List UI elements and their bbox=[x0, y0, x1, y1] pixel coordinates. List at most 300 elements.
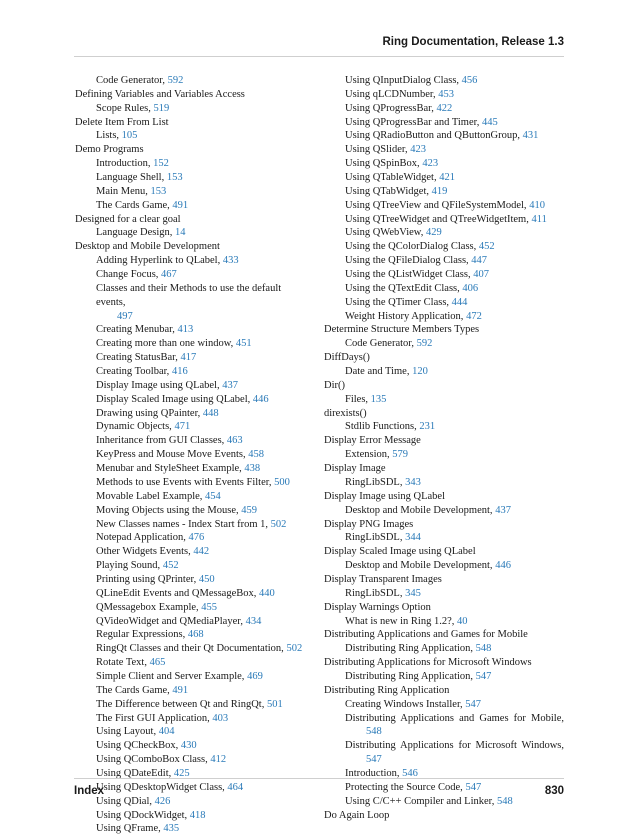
index-subentry bbox=[75, 323, 313, 337]
index-entry-text: Dynamic Objects, bbox=[96, 421, 175, 433]
index-entry-text: Defining Variables and Variables Access bbox=[75, 88, 245, 100]
index-entry-text: QVideoWidget and QMediaPlayer, bbox=[96, 615, 246, 627]
index-entry-text: Distributing Ring Application bbox=[324, 684, 450, 696]
index-entry-text: Creating Windows Installer, bbox=[345, 698, 466, 710]
index-entry-text: QMessagebox Example, bbox=[96, 601, 202, 613]
index-entry-text: Language Design, bbox=[96, 227, 176, 239]
page-link[interactable]: 440 bbox=[259, 587, 275, 599]
index-subentry bbox=[75, 642, 313, 656]
index-entry-text: Other Widgets Events, bbox=[96, 546, 194, 558]
index-term bbox=[75, 116, 313, 130]
index-entry-text: Change Focus, bbox=[96, 269, 162, 281]
index-term bbox=[75, 213, 313, 227]
index-entry-text: Using the QColorDialog Class, bbox=[345, 241, 479, 253]
page-link[interactable]: 421 bbox=[439, 172, 455, 184]
page-link[interactable]: 547 bbox=[465, 781, 482, 793]
index-subentry bbox=[75, 476, 313, 490]
index-subentry bbox=[75, 407, 313, 421]
index-subentry bbox=[75, 337, 313, 351]
page-link[interactable]: 547 bbox=[465, 698, 482, 710]
page-link[interactable]: 491 bbox=[172, 684, 189, 696]
running-header: Ring Documentation, Release 1.3 bbox=[382, 36, 564, 48]
index-subentry bbox=[324, 559, 564, 573]
index-entry-text: Creating StatusBar, bbox=[96, 352, 181, 364]
page-link[interactable]: 502 bbox=[286, 643, 303, 655]
index-entry-text: Playing Sound, bbox=[96, 560, 163, 572]
index-subentry bbox=[75, 365, 313, 379]
index-entry-text: Inheritance from GUI Classes, bbox=[96, 435, 227, 447]
index-subentry bbox=[324, 296, 564, 310]
index-entry-text: Using QSpinBox, bbox=[345, 158, 423, 170]
index-subentry bbox=[75, 753, 313, 767]
page-link[interactable]: 451 bbox=[235, 338, 252, 350]
page-link[interactable]: 465 bbox=[149, 657, 166, 669]
page-link[interactable]: 454 bbox=[205, 490, 221, 502]
index-entry-text: Using QFrame, bbox=[96, 823, 164, 835]
index-subentry bbox=[324, 642, 564, 656]
index-entry-text: Stdlib Functions, bbox=[345, 421, 420, 433]
index-subentry bbox=[324, 420, 564, 434]
index-subentry bbox=[75, 351, 313, 365]
index-subentry bbox=[75, 531, 313, 545]
index-entry-text: Using QDial, bbox=[96, 795, 155, 807]
index-term bbox=[75, 143, 313, 157]
index-entry-text: Designed for a clear goal bbox=[75, 213, 181, 225]
page-link[interactable]: 476 bbox=[188, 532, 205, 544]
index-entry-text: Using QTreeWidget and QTreeWidgetItem, bbox=[345, 213, 532, 225]
index-subentry bbox=[75, 712, 313, 726]
index-subentry bbox=[324, 753, 564, 767]
page-link[interactable]: 40 bbox=[456, 615, 468, 627]
index-subentry bbox=[324, 129, 564, 143]
index-entry-text: Methods to use Events with Events Filter, bbox=[96, 476, 275, 488]
index-entry-text: QLineEdit Events and QMessageBox, bbox=[96, 587, 260, 599]
index-entry-text: Extension, bbox=[345, 449, 393, 461]
page-link[interactable]: 135 bbox=[370, 393, 387, 405]
index-subentry bbox=[75, 393, 313, 407]
index-subentry bbox=[75, 199, 313, 213]
header-rule bbox=[74, 56, 564, 57]
page-link[interactable]: 418 bbox=[189, 809, 206, 821]
index-entry-text: Printing using QPrinter, bbox=[96, 573, 199, 585]
index-subentry bbox=[324, 670, 564, 684]
index-subentry bbox=[324, 213, 564, 227]
index-entry-text: Using QTreeView and QFileSystemModel, bbox=[345, 199, 530, 211]
index-subentry bbox=[75, 504, 313, 518]
page-link[interactable]: 153 bbox=[150, 185, 167, 197]
index-entry-text: Display Scaled Image using QLabel bbox=[324, 546, 476, 558]
page-link[interactable]: 435 bbox=[163, 823, 180, 835]
page-link[interactable]: 592 bbox=[416, 338, 433, 350]
index-entry-text: The Cards Game, bbox=[96, 199, 173, 211]
index-term bbox=[324, 351, 564, 365]
index-subentry bbox=[324, 102, 564, 116]
index-subentry bbox=[75, 434, 313, 448]
page-link[interactable]: 502 bbox=[270, 518, 287, 530]
page-link[interactable]: 431 bbox=[522, 130, 539, 142]
index-subentry bbox=[75, 725, 313, 739]
page-link[interactable]: 455 bbox=[201, 601, 218, 613]
index-entry-text: Do Again Loop bbox=[324, 809, 390, 821]
index-entry-text: Creating Toolbar, bbox=[96, 366, 172, 378]
page-link[interactable]: 468 bbox=[187, 629, 204, 641]
page-link[interactable]: 437 bbox=[222, 379, 239, 391]
page-link[interactable]: 452 bbox=[478, 241, 495, 253]
index-subentry bbox=[75, 171, 313, 185]
index-subentry bbox=[75, 587, 313, 601]
index-subentry bbox=[324, 504, 564, 518]
index-entry-text: Using Layout, bbox=[96, 726, 159, 738]
index-subentry bbox=[75, 448, 313, 462]
footer-section-label: Index bbox=[74, 785, 105, 797]
index-subentry bbox=[75, 698, 313, 712]
index-entry-text: Adding Hyperlink to QLabel, bbox=[96, 255, 223, 267]
page-link[interactable]: 546 bbox=[402, 767, 418, 779]
index-entry-text: Display Scaled Image using QLabel, bbox=[96, 393, 253, 405]
index-subentry bbox=[75, 282, 313, 310]
index-subentry bbox=[324, 337, 564, 351]
index-subentry bbox=[75, 656, 313, 670]
index-entry-text: Using C/C++ Compiler and Linker, bbox=[345, 795, 497, 807]
index-term bbox=[75, 88, 313, 102]
index-term bbox=[324, 601, 564, 615]
index-subentry bbox=[324, 240, 564, 254]
index-subentry bbox=[75, 670, 313, 684]
index-entry-text: Lists, bbox=[96, 130, 122, 142]
index-entry-text: Using QSlider, bbox=[345, 144, 411, 156]
page-link[interactable]: 423 bbox=[422, 158, 439, 170]
page-link[interactable]: 547 bbox=[475, 670, 492, 682]
index-subentry bbox=[324, 185, 564, 199]
index-subentry bbox=[324, 157, 564, 171]
index-entry-text: RingQt Classes and their Qt Documentation, bbox=[96, 643, 287, 655]
index-subentry bbox=[324, 365, 564, 379]
index-entry-text: Drawing using QPainter, bbox=[96, 407, 203, 419]
page-link[interactable]: 458 bbox=[248, 449, 264, 461]
index-entry-text: The Cards Game, bbox=[96, 684, 173, 696]
index-entry-text: Desktop and Mobile Development, bbox=[345, 504, 496, 516]
page-link[interactable]: 464 bbox=[227, 781, 244, 793]
index-subentry bbox=[324, 615, 564, 629]
index-subentry bbox=[324, 199, 564, 213]
index-entry-text: Scope Rules, bbox=[96, 102, 154, 114]
index-subentry bbox=[324, 739, 564, 753]
index-entry-text: Distributing Ring Application, bbox=[345, 643, 476, 655]
page-link[interactable]: 423 bbox=[410, 144, 426, 156]
index-subentry bbox=[75, 822, 313, 836]
index-subentry bbox=[324, 712, 564, 726]
page-link[interactable]: 548 bbox=[366, 726, 382, 738]
index-entry-text: Demo Programs bbox=[75, 144, 144, 156]
index-subentry bbox=[75, 684, 313, 698]
index-entry-text: Distributing Applications and Games for Mobile, bbox=[345, 712, 564, 724]
index-subentry bbox=[324, 171, 564, 185]
index-entry-text: Delete Item From List bbox=[75, 116, 169, 128]
index-term bbox=[324, 407, 564, 421]
index-entry-text: Using QInputDialog Class, bbox=[345, 75, 462, 86]
index-entry-text: Using qLCDNumber, bbox=[345, 88, 439, 100]
index-subentry bbox=[324, 268, 564, 282]
index-subentry bbox=[75, 781, 313, 795]
page-link[interactable]: 463 bbox=[226, 435, 243, 447]
index-entry-text: Using QDateEdit, bbox=[96, 767, 174, 779]
page-link[interactable]: 403 bbox=[212, 712, 229, 724]
page-link[interactable]: 412 bbox=[210, 754, 227, 766]
index-subentry bbox=[75, 310, 313, 324]
page-link[interactable]: 437 bbox=[495, 504, 511, 516]
index-subentry bbox=[324, 781, 564, 795]
page-link[interactable]: 469 bbox=[247, 670, 263, 682]
index-entry-text: What is new in Ring 1.2?, bbox=[345, 615, 457, 627]
page-link[interactable]: 434 bbox=[245, 615, 262, 627]
page-link[interactable]: 433 bbox=[222, 255, 239, 267]
page-link[interactable]: 105 bbox=[121, 130, 138, 142]
index-subentry bbox=[324, 226, 564, 240]
index-subentry bbox=[75, 420, 313, 434]
index-entry-text: Display Image using QLabel, bbox=[96, 379, 223, 391]
page-link[interactable]: 425 bbox=[173, 767, 190, 779]
index-term bbox=[324, 684, 564, 698]
page-link[interactable]: 579 bbox=[392, 449, 408, 461]
page-link[interactable]: 467 bbox=[161, 269, 177, 281]
index-entry-text: Using QDockWidget, bbox=[96, 809, 190, 821]
index-subentry bbox=[75, 490, 313, 504]
page-link[interactable]: 453 bbox=[438, 88, 454, 100]
index-entry-text: Using QComboBox Class, bbox=[96, 754, 211, 766]
index-term bbox=[324, 323, 564, 337]
page-link[interactable]: 500 bbox=[274, 476, 290, 488]
index-entry-text: Display Image bbox=[324, 463, 386, 475]
index-subentry bbox=[75, 809, 313, 823]
index-term bbox=[324, 490, 564, 504]
index-subentry bbox=[324, 143, 564, 157]
page-link[interactable]: 446 bbox=[495, 560, 511, 572]
index-entry-text: DiffDays() bbox=[324, 352, 370, 364]
footer-page-number: 830 bbox=[544, 785, 564, 797]
index-subentry bbox=[75, 268, 313, 282]
page-link[interactable]: 452 bbox=[162, 560, 179, 572]
index-term bbox=[324, 628, 564, 642]
index-subentry bbox=[75, 559, 313, 573]
page-link[interactable]: 343 bbox=[405, 476, 421, 488]
index-entry-text: Moving Objects using the Mouse, bbox=[96, 504, 242, 516]
index-subentry bbox=[324, 448, 564, 462]
index-column-left bbox=[75, 74, 313, 836]
index-subentry bbox=[324, 795, 564, 809]
index-term bbox=[324, 462, 564, 476]
page-link[interactable]: 491 bbox=[172, 199, 189, 211]
index-term bbox=[324, 656, 564, 670]
index-entry-text: Creating more than one window, bbox=[96, 338, 236, 350]
index-entry-text: Desktop and Mobile Development bbox=[75, 241, 220, 253]
index-entry-text: The First GUI Application, bbox=[96, 712, 213, 724]
index-subentry bbox=[75, 545, 313, 559]
index-column-right bbox=[324, 74, 564, 822]
index-entry-text: Protecting the Source Code, bbox=[345, 781, 466, 793]
index-entry-text: Display PNG Images bbox=[324, 518, 414, 530]
page-link[interactable]: 426 bbox=[154, 795, 171, 807]
index-subentry bbox=[75, 615, 313, 629]
index-term bbox=[324, 518, 564, 532]
index-entry-text: Language Shell, bbox=[96, 172, 167, 184]
index-entry-text: The Difference between Qt and RingQt, bbox=[96, 698, 267, 710]
index-entry-text: Distributing Applications and Games for Mobile bbox=[324, 629, 528, 641]
index-subentry bbox=[324, 531, 564, 545]
index-term bbox=[324, 434, 564, 448]
index-entry-text: Date and Time, bbox=[345, 366, 413, 378]
page-link[interactable]: 519 bbox=[153, 102, 170, 114]
page-link[interactable]: 120 bbox=[412, 366, 428, 378]
page-link[interactable]: 404 bbox=[158, 726, 175, 738]
index-entry-text: Code Generator, bbox=[345, 338, 417, 350]
page-link[interactable]: 497 bbox=[117, 310, 133, 322]
page-link[interactable]: 152 bbox=[153, 158, 169, 170]
index-subentry bbox=[324, 698, 564, 712]
page-link[interactable]: 419 bbox=[431, 185, 448, 197]
index-subentry bbox=[324, 587, 564, 601]
index-entry-text: Menubar and StyleSheet Example, bbox=[96, 463, 245, 475]
index-subentry bbox=[75, 129, 313, 143]
footer-rule bbox=[74, 778, 564, 779]
page-link[interactable]: 345 bbox=[405, 587, 421, 599]
index-subentry bbox=[324, 476, 564, 490]
index-entry-text: Distributing Applications for Microsoft Windows, bbox=[345, 740, 564, 752]
index-term bbox=[324, 809, 564, 823]
page-link[interactable]: 14 bbox=[175, 227, 186, 239]
page-link[interactable]: 413 bbox=[177, 324, 194, 336]
index-entry-text: Code Generator, bbox=[96, 75, 168, 86]
index-subentry bbox=[324, 725, 564, 739]
index-entry-text: Using the QListWidget Class, bbox=[345, 269, 474, 281]
index-term bbox=[324, 545, 564, 559]
page-link[interactable]: 430 bbox=[180, 740, 197, 752]
index-entry-text: Introduction, bbox=[96, 158, 154, 170]
page-link[interactable]: 445 bbox=[481, 116, 498, 128]
page-link[interactable]: 548 bbox=[497, 795, 513, 807]
page-link[interactable]: 417 bbox=[180, 352, 197, 364]
index-entry-text: Classes and their Methods to use the default events, bbox=[96, 282, 282, 308]
page-link[interactable]: 472 bbox=[466, 310, 482, 322]
index-entry-text: Display Transparent Images bbox=[324, 573, 442, 585]
index-term bbox=[324, 379, 564, 393]
page-link[interactable]: 422 bbox=[436, 102, 453, 114]
page-link[interactable]: 406 bbox=[462, 282, 479, 294]
page-link[interactable]: 444 bbox=[451, 296, 468, 308]
page-link[interactable]: 231 bbox=[419, 421, 436, 433]
index-entry-text: Display Warnings Option bbox=[324, 601, 431, 613]
index-entry-text: Creating Menubar, bbox=[96, 324, 178, 336]
index-entry-text: Distributing Applications for Microsoft Windows bbox=[324, 657, 532, 669]
page-link[interactable]: 548 bbox=[475, 643, 492, 655]
index-subentry bbox=[75, 102, 313, 116]
index-entry-text: Dir() bbox=[324, 379, 345, 391]
page-link[interactable]: 450 bbox=[198, 573, 215, 585]
index-subentry bbox=[75, 226, 313, 240]
page-link[interactable]: 442 bbox=[193, 546, 210, 558]
index-subentry bbox=[324, 88, 564, 102]
index-entry-text: Rotate Text, bbox=[96, 657, 150, 669]
index-entry-text: Notepad Application, bbox=[96, 532, 189, 544]
index-subentry bbox=[324, 74, 564, 88]
index-subentry bbox=[75, 74, 313, 88]
index-subentry bbox=[75, 739, 313, 753]
index-term bbox=[75, 240, 313, 254]
index-entry-text: Distributing Ring Application, bbox=[345, 670, 476, 682]
index-subentry bbox=[324, 282, 564, 296]
index-entry-text: Using QRadioButton and QButtonGroup, bbox=[345, 130, 523, 142]
index-entry-text: KeyPress and Mouse Move Events, bbox=[96, 449, 249, 461]
index-entry-text: Introduction, bbox=[345, 767, 403, 779]
index-entry-text: Using the QTimer Class, bbox=[345, 296, 452, 308]
index-entry-text: Using QCheckBox, bbox=[96, 740, 181, 752]
page-link[interactable]: 429 bbox=[425, 227, 442, 239]
index-entry-text: Using QDesktopWidget Class, bbox=[96, 781, 228, 793]
index-entry-text: Desktop and Mobile Development, bbox=[345, 560, 496, 572]
index-subentry bbox=[324, 393, 564, 407]
page-link[interactable]: 456 bbox=[461, 75, 478, 86]
page-link[interactable]: 592 bbox=[167, 75, 184, 86]
index-subentry bbox=[75, 462, 313, 476]
index-entry-text: Movable Label Example, bbox=[96, 490, 206, 502]
page-link[interactable]: 501 bbox=[266, 698, 283, 710]
page-link[interactable]: 416 bbox=[171, 366, 188, 378]
page-link[interactable]: 410 bbox=[529, 199, 545, 211]
page-link[interactable]: 448 bbox=[202, 407, 219, 419]
page-link[interactable]: 547 bbox=[366, 754, 382, 766]
index-entry-text: Display Error Message bbox=[324, 435, 421, 447]
index-entry-text: direxists() bbox=[324, 407, 367, 419]
index-subentry bbox=[75, 254, 313, 268]
index-entry-text: Using the QTextEdit Class, bbox=[345, 282, 463, 294]
index-subentry bbox=[324, 310, 564, 324]
index-entry-text: RingLibSDL, bbox=[345, 587, 406, 599]
page-link[interactable]: 438 bbox=[244, 463, 261, 475]
page-link[interactable]: 471 bbox=[174, 421, 191, 433]
page-link[interactable]: 411 bbox=[531, 213, 547, 225]
index-subentry bbox=[75, 573, 313, 587]
index-entry-text: Using QTableWidget, bbox=[345, 172, 440, 184]
index-entry-text: Simple Client and Server Example, bbox=[96, 670, 248, 682]
index-entry-text: New Classes names - Index Start from 1, bbox=[96, 518, 271, 530]
index-subentry bbox=[75, 518, 313, 532]
index-entry-text: Main Menu, bbox=[96, 185, 151, 197]
index-entry-text: Regular Expressions, bbox=[96, 629, 188, 641]
page-link[interactable]: 459 bbox=[241, 504, 257, 516]
index-entry-text: Using QProgressBar and Timer, bbox=[345, 116, 482, 128]
index-entry-text: Using QProgressBar, bbox=[345, 102, 437, 114]
index-subentry bbox=[75, 628, 313, 642]
index-entry-text: RingLibSDL, bbox=[345, 532, 406, 544]
index-entry-text: Using QTabWidget, bbox=[345, 185, 432, 197]
index-entry-text: RingLibSDL, bbox=[345, 476, 406, 488]
index-entry-text: Using the QFileDialog Class, bbox=[345, 255, 472, 267]
index-subentry bbox=[75, 185, 313, 199]
page-link[interactable]: 446 bbox=[252, 393, 269, 405]
index-entry-text: Weight History Application, bbox=[345, 310, 467, 322]
index-subentry bbox=[324, 116, 564, 130]
page-link[interactable]: 447 bbox=[471, 255, 488, 267]
index-subentry bbox=[75, 379, 313, 393]
index-entry-text: Using QWebView, bbox=[345, 227, 426, 239]
page-link[interactable]: 407 bbox=[473, 269, 489, 281]
page-link[interactable]: 153 bbox=[166, 172, 183, 184]
index-subentry bbox=[75, 157, 313, 171]
index-entry-text: Files, bbox=[345, 393, 371, 405]
index-subentry bbox=[75, 601, 313, 615]
page-link[interactable]: 344 bbox=[405, 532, 421, 544]
index-subentry bbox=[324, 254, 564, 268]
index-term bbox=[324, 573, 564, 587]
